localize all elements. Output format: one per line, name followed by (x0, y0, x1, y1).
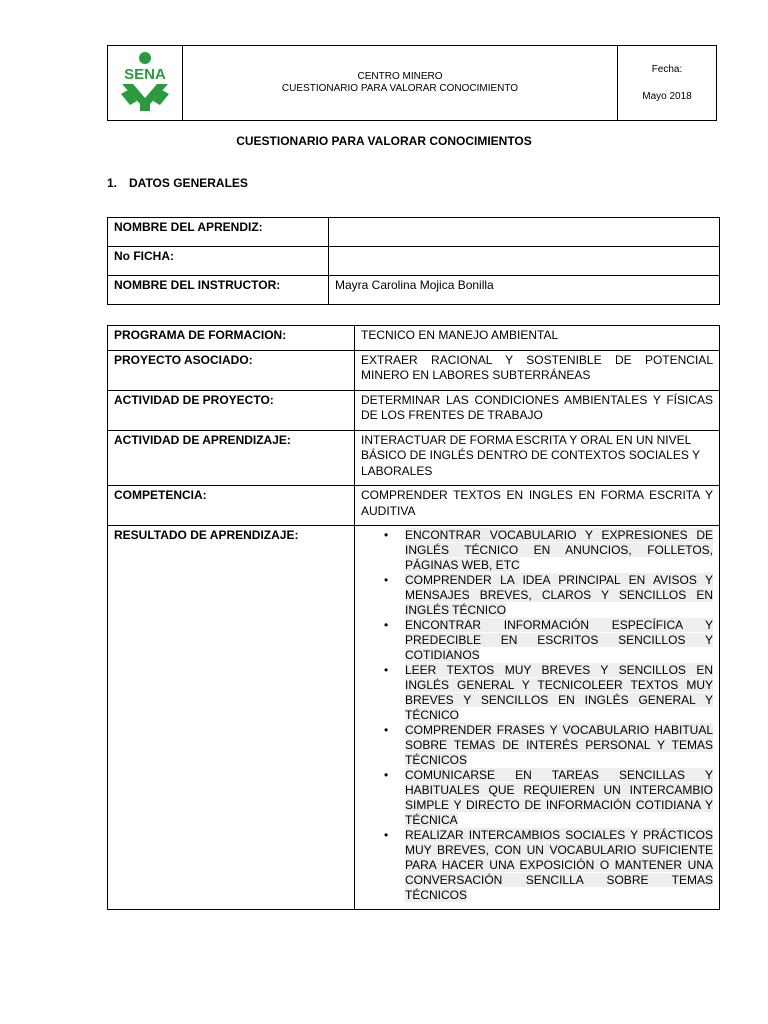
header-doc-name: CUESTIONARIO PARA VALORAR CONOCIMIENTO (281, 83, 519, 94)
table-row (108, 276, 720, 305)
resultado-item-text: ENCONTRAR INFORMACIÓN ESPECÍFICA Y PREDECIBLE EN ESCRITOS SENCILLOS Y COTIDIANOS (405, 618, 713, 662)
resultado-item-text: REALIZAR INTERCAMBIOS SOCIALES Y PRÁCTICOS MUY BREVES, CON UN VOCABULARIO SUFICIENTE PARA HACER UNA EXPOSICIÓN O MANTENER UNA CONVERSACIÓN SENCILLA SOBRE TEMAS TÉCNICOS (405, 828, 713, 902)
ficha-label: No FICHA: (108, 247, 329, 276)
document-header (107, 45, 717, 121)
ficha-value[interactable] (329, 247, 720, 276)
actividad-proyecto-label: ACTIVIDAD DE PROYECTO: (108, 390, 355, 430)
logo-cell (108, 46, 183, 121)
actividad-proyecto-value: DETERMINAR LAS CONDICIONES AMBIENTALES Y FÍSICAS DE LOS FRENTES DE TRABAJO (355, 390, 720, 430)
list-item (405, 768, 713, 828)
programa-value: TECNICO EN MANEJO AMBIENTAL (355, 326, 720, 351)
resultado-item-text: ENCONTRAR VOCABULARIO Y EXPRESIONES DE INGLÉS TÉCNICO EN ANUNCIOS, FOLLETOS, PÁGINAS WEB, ETC (405, 528, 713, 572)
date-label: Fecha: (651, 64, 683, 75)
date-value: Mayo 2018 (642, 91, 692, 102)
table-row (108, 430, 720, 486)
instructor-label: NOMBRE DEL INSTRUCTOR: (108, 276, 329, 305)
table-row (108, 247, 720, 276)
programa-table (107, 325, 720, 910)
table-row (108, 390, 720, 430)
aprendiz-value[interactable] (329, 218, 720, 247)
datos-generales-table (107, 217, 720, 305)
aprendiz-label: NOMBRE DEL APRENDIZ: (108, 218, 329, 247)
table-row (108, 350, 720, 390)
header-title-cell (183, 46, 618, 121)
table-row (108, 218, 720, 247)
resultado-value (355, 526, 720, 910)
section-number: 1. (107, 176, 118, 190)
table-row (108, 486, 720, 526)
list-item (405, 618, 713, 663)
instructor-value[interactable]: Mayra Carolina Mojica Bonilla (329, 276, 720, 305)
actividad-aprendizaje-label: ACTIVIDAD DE APRENDIZAJE: (108, 430, 355, 486)
header-date-cell (618, 46, 717, 121)
list-item (405, 528, 713, 573)
resultado-list (361, 528, 713, 903)
list-item (405, 828, 713, 903)
logo-text: SENA (124, 65, 166, 83)
resultado-item-text: COMPRENDER FRASES Y VOCABULARIO HABITUAL SOBRE TEMAS DE INTERÉS PERSONAL Y TEMAS TÉCNICOS (405, 723, 713, 767)
list-item (405, 573, 713, 618)
proyecto-value: EXTRAER RACIONAL Y SOSTENIBLE DE POTENCIAL MINERO EN LABORES SUBTERRÁNEAS (355, 350, 720, 390)
section-heading (107, 176, 248, 190)
sena-logo-icon (117, 51, 173, 113)
competencia-label: COMPETENCIA: (108, 486, 355, 526)
resultado-label: RESULTADO DE APRENDIZAJE: (108, 526, 355, 910)
resultado-item-text: LEER TEXTOS MUY BREVES Y SENCILLOS EN INGLÉS GENERAL Y TECNICOLEER TEXTOS MUY BREVES Y SENCILLOS EN INGLÉS GENERAL Y TÉCNICO (405, 663, 713, 722)
list-item (405, 723, 713, 768)
programa-label: PROGRAMA DE FORMACION: (108, 326, 355, 351)
competencia-value: COMPRENDER TEXTOS EN INGLES EN FORMA ESCRITA Y AUDITIVA (355, 486, 720, 526)
header-center-name: CENTRO MINERO (357, 70, 443, 82)
proyecto-label: PROYECTO ASOCIADO: (108, 350, 355, 390)
list-item (405, 663, 713, 723)
document-title: CUESTIONARIO PARA VALORAR CONOCIMIENTOS (236, 134, 532, 148)
resultado-item-text: COMUNICARSE EN TAREAS SENCILLAS Y HABITUALES QUE REQUIEREN UN INTERCAMBIO SIMPLE Y DIRECTO DE INFORMACIÓN COTIDIANA Y TÉCNICA (405, 768, 713, 827)
section-label: DATOS GENERALES (129, 176, 248, 190)
actividad-aprendizaje-value: INTERACTUAR DE FORMA ESCRITA Y ORAL EN UN NIVEL BÁSICO DE INGLÉS DENTRO DE CONTEXTOS SOCIALES Y LABORALES (355, 430, 720, 486)
table-row (108, 526, 720, 910)
table-row (108, 326, 720, 351)
resultado-item-text: COMPRENDER LA IDEA PRINCIPAL EN AVISOS Y MENSAJES BREVES, CLAROS Y SENCILLOS EN INGLÉS TÉCNICO (405, 573, 713, 617)
